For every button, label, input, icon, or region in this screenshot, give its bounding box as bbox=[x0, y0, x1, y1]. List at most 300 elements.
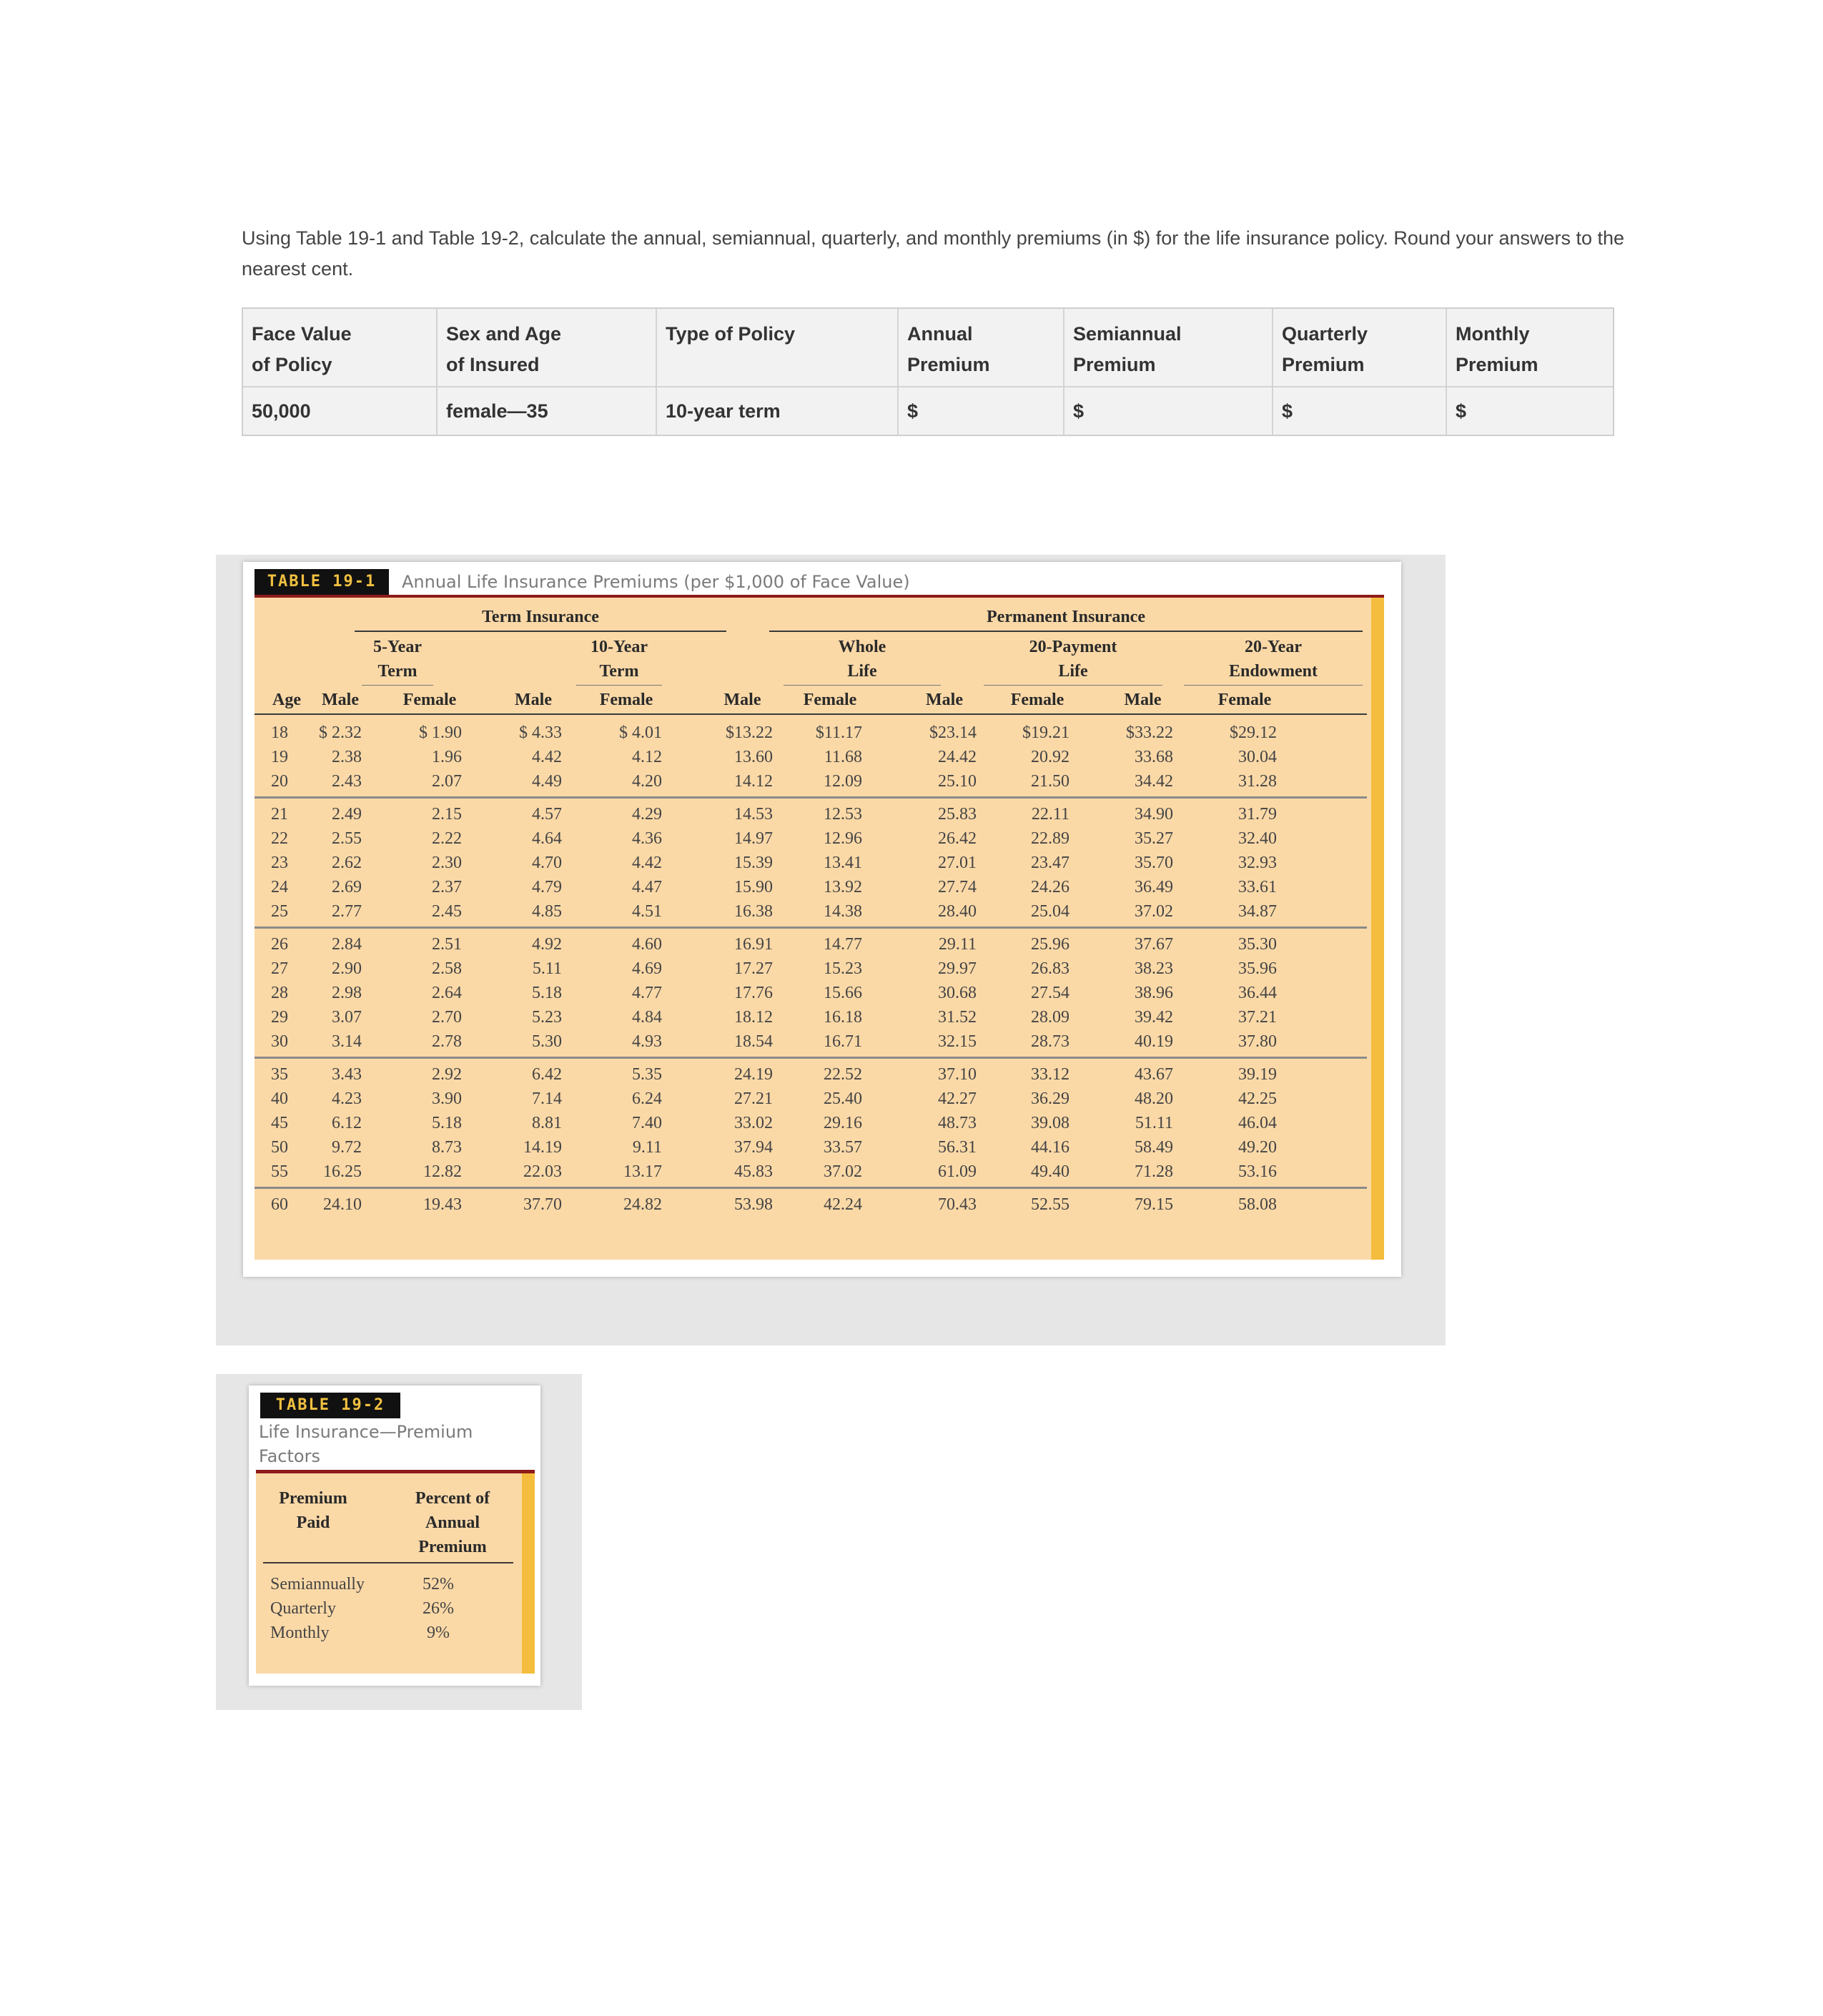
premium-cell: 26.83 bbox=[1031, 959, 1069, 978]
col-5yr-male: Male bbox=[322, 691, 359, 709]
premium-cell: 5.35 bbox=[632, 1065, 662, 1084]
premium-cell: 32.40 bbox=[1238, 829, 1277, 848]
premium-cell: 46.04 bbox=[1238, 1114, 1277, 1132]
premium-cell: 5.18 bbox=[532, 984, 562, 1002]
premium-cell: 2.70 bbox=[432, 1008, 462, 1027]
premium-cell: 6.42 bbox=[532, 1065, 562, 1084]
semiannual-premium-input[interactable]: $ bbox=[1064, 387, 1273, 435]
row-group-separator bbox=[255, 927, 1367, 929]
premium-cell: 24.82 bbox=[623, 1195, 662, 1214]
premium-cell: 4.69 bbox=[632, 959, 662, 978]
premium-cell: 2.30 bbox=[432, 854, 462, 872]
premium-cell: 61.09 bbox=[938, 1162, 977, 1181]
col-endow-male: Male bbox=[1124, 691, 1162, 709]
header-annual-line2: Premium bbox=[907, 354, 990, 375]
premium-cell: 70.43 bbox=[938, 1195, 977, 1214]
premium-cell: 14.77 bbox=[824, 935, 862, 954]
premium-cell: 18.54 bbox=[734, 1032, 773, 1051]
sub-10yr-rule bbox=[576, 685, 662, 686]
premium-cell: 56.31 bbox=[938, 1138, 977, 1157]
premium-cell: 4.47 bbox=[632, 878, 662, 896]
table-row bbox=[255, 769, 1384, 794]
premium-cell: 79.15 bbox=[1135, 1195, 1173, 1214]
table-19-1-body bbox=[255, 598, 1384, 1260]
table-19-1-image bbox=[243, 562, 1401, 1277]
premium-cell: 35.30 bbox=[1238, 935, 1277, 954]
header-quarterly-premium bbox=[1273, 309, 1447, 387]
premium-cell: $ 4.33 bbox=[519, 723, 562, 742]
premium-cell: $19.21 bbox=[1022, 723, 1069, 742]
premium-cell: 31.79 bbox=[1238, 805, 1277, 824]
age-cell: 21 bbox=[271, 805, 288, 824]
premium-cell: 4.57 bbox=[532, 805, 562, 824]
premium-cell: 2.51 bbox=[432, 935, 462, 954]
premium-cell: 42.24 bbox=[824, 1195, 862, 1214]
premium-cell: 14.12 bbox=[734, 772, 773, 791]
premium-cell: $33.22 bbox=[1126, 723, 1173, 742]
sub-20yr-rule bbox=[1184, 685, 1363, 686]
premium-cell: 25.04 bbox=[1031, 902, 1069, 921]
premium-cell: 8.73 bbox=[432, 1138, 462, 1157]
age-cell: 30 bbox=[271, 1032, 288, 1051]
premium-cell: 4.29 bbox=[632, 805, 662, 824]
premium-cell: 4.92 bbox=[532, 935, 562, 954]
table-row bbox=[255, 899, 1384, 924]
table-row bbox=[255, 932, 1384, 957]
sub-20pay-l2: Life bbox=[1058, 662, 1088, 681]
premium-cell: 53.98 bbox=[734, 1195, 773, 1214]
premium-cell: 17.76 bbox=[734, 984, 773, 1002]
premium-cell: 42.27 bbox=[938, 1089, 977, 1108]
policy-type-cell: 10-year term bbox=[657, 387, 899, 435]
factor-percent: 26% bbox=[423, 1599, 454, 1618]
table-19-2-image bbox=[249, 1385, 540, 1686]
premium-cell: 7.14 bbox=[532, 1089, 562, 1108]
factor-label: Semiannually bbox=[270, 1575, 365, 1593]
age-cell: 19 bbox=[271, 748, 288, 766]
premium-cell: 37.10 bbox=[938, 1065, 977, 1084]
sub-5yr-term-l1: 5-Year bbox=[373, 638, 422, 656]
premium-cell: 15.23 bbox=[824, 959, 862, 978]
premium-cell: 2.07 bbox=[432, 772, 462, 791]
premium-cell: 4.77 bbox=[632, 984, 662, 1002]
table-row bbox=[255, 875, 1384, 899]
premium-cell: 24.10 bbox=[323, 1195, 362, 1214]
premium-cell: $ 4.01 bbox=[619, 723, 662, 742]
table-row bbox=[255, 981, 1384, 1005]
premium-cell: 19.43 bbox=[423, 1195, 462, 1214]
premium-cell: 4.85 bbox=[532, 902, 562, 921]
face-value-cell: 50,000 bbox=[243, 387, 438, 435]
premium-cell: 4.64 bbox=[532, 829, 562, 848]
premium-cell: 12.53 bbox=[824, 805, 862, 824]
table-row bbox=[255, 1160, 1384, 1184]
premium-cell: 35.27 bbox=[1135, 829, 1173, 848]
premium-cell: 2.55 bbox=[332, 829, 362, 848]
premium-cell: 15.66 bbox=[824, 984, 862, 1002]
premium-cell: 2.98 bbox=[332, 984, 362, 1002]
premium-cell: 26.42 bbox=[938, 829, 977, 848]
table-row bbox=[255, 1029, 1384, 1054]
premium-cell: 37.02 bbox=[824, 1162, 862, 1181]
annual-premium-input[interactable]: $ bbox=[899, 387, 1064, 435]
premium-cell: 33.02 bbox=[734, 1114, 773, 1132]
group-term-insurance: Term Insurance bbox=[482, 608, 599, 626]
premium-cell: $29.12 bbox=[1230, 723, 1277, 742]
premium-cell: 14.53 bbox=[734, 805, 773, 824]
sub-whole-life-l2: Life bbox=[847, 662, 877, 681]
premium-cell: 37.67 bbox=[1135, 935, 1173, 954]
premium-cell: 43.67 bbox=[1135, 1065, 1173, 1084]
premium-cell: 11.68 bbox=[824, 748, 862, 766]
premium-cell: 33.12 bbox=[1031, 1065, 1069, 1084]
premium-cell: 25.40 bbox=[824, 1089, 862, 1108]
age-cell: 28 bbox=[271, 984, 288, 1002]
premium-cell: 2.69 bbox=[332, 878, 362, 896]
premium-cell: 2.49 bbox=[332, 805, 362, 824]
premium-cell: 21.50 bbox=[1031, 772, 1069, 791]
premium-cell: 52.55 bbox=[1031, 1195, 1069, 1214]
premium-cell: 14.19 bbox=[523, 1138, 562, 1157]
premium-cell: 16.18 bbox=[824, 1008, 862, 1027]
premium-cell: 12.82 bbox=[423, 1162, 462, 1181]
col-10yr-male: Male bbox=[515, 691, 552, 709]
premium-cell: 4.12 bbox=[632, 748, 662, 766]
premium-cell: 33.68 bbox=[1135, 748, 1173, 766]
t2-hdr-right-l3: Premium bbox=[418, 1538, 487, 1556]
table-19-1-caption: Annual Life Insurance Premiums (per $1,000 of Face Value) bbox=[402, 572, 910, 592]
premium-cell: 48.20 bbox=[1135, 1089, 1173, 1108]
sub-20pay-rule bbox=[984, 685, 1162, 686]
premium-cell: 6.24 bbox=[632, 1089, 662, 1108]
table-row bbox=[255, 1062, 1384, 1087]
table-row bbox=[255, 1192, 1384, 1217]
row-group-separator bbox=[255, 1057, 1367, 1059]
premium-cell: 28.09 bbox=[1031, 1008, 1069, 1027]
premium-cell: 13.17 bbox=[623, 1162, 662, 1181]
sub-20pay-l1: 20-Payment bbox=[1029, 638, 1117, 656]
age-cell: 25 bbox=[271, 902, 288, 921]
col-wl-male: Male bbox=[723, 691, 761, 709]
table-19-2-caption-l1: Life Insurance—Premium bbox=[259, 1422, 473, 1442]
premium-cell: 4.42 bbox=[532, 748, 562, 766]
header-annual-line1: Annual bbox=[907, 323, 973, 345]
table-19-2-body bbox=[256, 1473, 535, 1674]
premium-cell: 42.25 bbox=[1238, 1089, 1277, 1108]
t2-hdr-left-l2: Paid bbox=[296, 1513, 330, 1532]
header-face-value bbox=[243, 309, 438, 387]
premium-cell: 4.20 bbox=[632, 772, 662, 791]
premium-cell: $ 2.32 bbox=[319, 723, 362, 742]
table-row bbox=[255, 802, 1384, 826]
age-cell: 22 bbox=[271, 829, 288, 848]
premium-cell: 1.96 bbox=[432, 748, 462, 766]
premium-cell: 23.47 bbox=[1031, 854, 1069, 872]
age-cell: 35 bbox=[271, 1065, 288, 1084]
premium-cell: 13.92 bbox=[824, 878, 862, 896]
monthly-premium-input[interactable]: $ bbox=[1456, 400, 1467, 422]
age-cell: 55 bbox=[271, 1162, 288, 1181]
premium-cell: 2.37 bbox=[432, 878, 462, 896]
premium-cell: 2.77 bbox=[332, 902, 362, 921]
premium-cell: 7.40 bbox=[632, 1114, 662, 1132]
header-policy-type bbox=[657, 309, 899, 387]
table-19-2-side-bar bbox=[522, 1473, 535, 1674]
age-cell: 26 bbox=[271, 935, 288, 954]
col-age: Age bbox=[272, 691, 301, 709]
sub-5yr-rule bbox=[362, 685, 433, 686]
premium-cell: 51.11 bbox=[1135, 1114, 1173, 1132]
sub-20yr-endow-l1: 20-Year bbox=[1245, 638, 1302, 656]
sex-age-cell: female—35 bbox=[438, 387, 657, 435]
premium-cell: 8.81 bbox=[532, 1114, 562, 1132]
premium-cell: 12.09 bbox=[824, 772, 862, 791]
premium-cell: 39.42 bbox=[1135, 1008, 1173, 1027]
header-semiannual-line2: Premium bbox=[1073, 354, 1156, 375]
premium-cell: 22.89 bbox=[1031, 829, 1069, 848]
premium-cell: 24.19 bbox=[734, 1065, 773, 1084]
factor-percent: 9% bbox=[427, 1624, 450, 1642]
table-row bbox=[255, 1005, 1384, 1029]
premium-cell: 16.38 bbox=[734, 902, 773, 921]
premium-cell: 29.97 bbox=[938, 959, 977, 978]
premium-cell: 2.58 bbox=[432, 959, 462, 978]
premium-cell: 4.51 bbox=[632, 902, 662, 921]
age-cell: 24 bbox=[271, 878, 288, 896]
premium-cell: 24.42 bbox=[938, 748, 977, 766]
premium-cell: 38.23 bbox=[1135, 959, 1173, 978]
answer-table bbox=[242, 307, 1614, 436]
age-cell: 40 bbox=[271, 1089, 288, 1108]
premium-cell: 2.45 bbox=[432, 902, 462, 921]
premium-cell: 40.19 bbox=[1135, 1032, 1173, 1051]
header-face-value-line2: of Policy bbox=[252, 354, 332, 375]
t2-hdr-right-l2: Annual bbox=[425, 1513, 480, 1532]
table-row bbox=[255, 851, 1384, 875]
header-monthly-premium bbox=[1447, 309, 1613, 387]
premium-cell: 4.60 bbox=[632, 935, 662, 954]
premium-cell: 4.70 bbox=[532, 854, 562, 872]
col-10yr-female: Female bbox=[599, 691, 653, 709]
premium-cell: 37.70 bbox=[523, 1195, 562, 1214]
premium-cell: 22.52 bbox=[824, 1065, 862, 1084]
premium-cell: 37.80 bbox=[1238, 1032, 1277, 1051]
premium-cell: 27.01 bbox=[938, 854, 977, 872]
premium-cell: 4.84 bbox=[632, 1008, 662, 1027]
age-cell: 20 bbox=[271, 772, 288, 791]
premium-cell: 5.23 bbox=[532, 1008, 562, 1027]
premium-cell: 14.38 bbox=[824, 902, 862, 921]
col-endow-female: Female bbox=[1217, 691, 1272, 709]
premium-cell: 36.49 bbox=[1135, 878, 1173, 896]
sub-whole-life-rule bbox=[784, 685, 941, 686]
premium-cell: 49.20 bbox=[1238, 1138, 1277, 1157]
premium-cell: 4.93 bbox=[632, 1032, 662, 1051]
table-19-2-caption-l2: Factors bbox=[259, 1446, 320, 1466]
premium-cell: 12.96 bbox=[824, 829, 862, 848]
premium-cell: 37.02 bbox=[1135, 902, 1173, 921]
premium-cell: 38.96 bbox=[1135, 984, 1173, 1002]
table-row bbox=[255, 1087, 1384, 1111]
premium-cell: 2.92 bbox=[432, 1065, 462, 1084]
premium-cell: $ 1.90 bbox=[419, 723, 462, 742]
table-19-2-tag: TABLE 19-2 bbox=[260, 1393, 400, 1418]
premium-cell: 37.94 bbox=[734, 1138, 773, 1157]
premium-cell: 34.90 bbox=[1135, 805, 1173, 824]
premium-cell: 48.73 bbox=[938, 1114, 977, 1132]
premium-cell: 4.42 bbox=[632, 854, 662, 872]
premium-cell: 36.44 bbox=[1238, 984, 1277, 1002]
header-quarterly-line1: Quarterly bbox=[1282, 323, 1368, 345]
premium-cell: 31.52 bbox=[938, 1008, 977, 1027]
premium-cell: 16.71 bbox=[824, 1032, 862, 1051]
premium-cell: 13.60 bbox=[734, 748, 773, 766]
premium-cell: 49.40 bbox=[1031, 1162, 1069, 1181]
premium-cell: 15.90 bbox=[734, 878, 773, 896]
header-sex-age-line2: of Insured bbox=[446, 354, 540, 375]
age-cell: 23 bbox=[271, 854, 288, 872]
premium-cell: 32.15 bbox=[938, 1032, 977, 1051]
premium-cell: 5.18 bbox=[432, 1114, 462, 1132]
premium-cell: 17.27 bbox=[734, 959, 773, 978]
premium-cell: 34.87 bbox=[1238, 902, 1277, 921]
premium-cell: 6.12 bbox=[332, 1114, 362, 1132]
premium-cell: 3.07 bbox=[332, 1008, 362, 1027]
quarterly-premium-input[interactable]: $ bbox=[1273, 387, 1447, 435]
premium-cell: 22.11 bbox=[1031, 805, 1069, 824]
premium-cell: 15.39 bbox=[734, 854, 773, 872]
sub-whole-life-l1: Whole bbox=[838, 638, 886, 656]
premium-cell: 27.74 bbox=[938, 878, 977, 896]
premium-cell: 39.08 bbox=[1031, 1114, 1069, 1132]
premium-cell: 4.79 bbox=[532, 878, 562, 896]
premium-cell: 39.19 bbox=[1238, 1065, 1277, 1084]
premium-cell: 29.16 bbox=[824, 1114, 862, 1132]
premium-cell: 22.03 bbox=[523, 1162, 562, 1181]
premium-cell: 53.16 bbox=[1238, 1162, 1277, 1181]
premium-cell: 33.57 bbox=[824, 1138, 862, 1157]
header-monthly-line2: Premium bbox=[1456, 354, 1538, 375]
row-group-separator bbox=[255, 796, 1367, 799]
premium-cell: $11.17 bbox=[815, 723, 862, 742]
premium-cell: $23.14 bbox=[929, 723, 977, 742]
premium-cell: 37.21 bbox=[1238, 1008, 1277, 1027]
table-row bbox=[255, 721, 1384, 745]
premium-cell: 32.93 bbox=[1238, 854, 1277, 872]
premium-cell: 35.96 bbox=[1238, 959, 1277, 978]
header-semiannual-premium bbox=[1064, 309, 1273, 387]
premium-cell: 3.90 bbox=[432, 1089, 462, 1108]
header-semiannual-line1: Semiannual bbox=[1073, 323, 1182, 345]
premium-cell: 24.26 bbox=[1031, 878, 1069, 896]
premium-cell: 4.36 bbox=[632, 829, 662, 848]
premium-cell: 36.29 bbox=[1031, 1089, 1069, 1108]
table-row bbox=[255, 957, 1384, 981]
premium-cell: $13.22 bbox=[726, 723, 773, 742]
permanent-group-rule bbox=[769, 631, 1363, 632]
premium-cell: 20.92 bbox=[1031, 748, 1069, 766]
factor-label: Monthly bbox=[270, 1624, 330, 1642]
premium-cell: 27.54 bbox=[1031, 984, 1069, 1002]
factor-label: Quarterly bbox=[270, 1599, 336, 1618]
premium-cell: 33.61 bbox=[1238, 878, 1277, 896]
premium-cell: 16.25 bbox=[323, 1162, 362, 1181]
age-cell: 18 bbox=[271, 723, 288, 742]
premium-cell: 28.73 bbox=[1031, 1032, 1069, 1051]
premium-cell: 13.41 bbox=[824, 854, 862, 872]
premium-cell: 2.90 bbox=[332, 959, 362, 978]
t2-hdr-left-l1: Premium bbox=[279, 1489, 347, 1508]
premium-cell: 2.22 bbox=[432, 829, 462, 848]
premium-cell: 25.96 bbox=[1031, 935, 1069, 954]
premium-cell: 9.11 bbox=[632, 1138, 662, 1157]
header-sex-age bbox=[438, 309, 657, 387]
premium-cell: 2.15 bbox=[432, 805, 462, 824]
premium-cell: 5.11 bbox=[532, 959, 562, 978]
premium-cell: 4.49 bbox=[532, 772, 562, 791]
sub-10yr-term-l1: 10-Year bbox=[591, 638, 648, 656]
premium-cell: 31.28 bbox=[1238, 772, 1277, 791]
premium-cell: 30.04 bbox=[1238, 748, 1277, 766]
premium-cell: 3.14 bbox=[332, 1032, 362, 1051]
premium-cell: 71.28 bbox=[1135, 1162, 1173, 1181]
premium-cell: 28.40 bbox=[938, 902, 977, 921]
premium-cell: 29.11 bbox=[938, 935, 977, 954]
premium-cell: 35.70 bbox=[1135, 854, 1173, 872]
group-permanent-insurance: Permanent Insurance bbox=[987, 608, 1145, 626]
age-cell: 50 bbox=[271, 1138, 288, 1157]
column-header-rule bbox=[255, 713, 1367, 715]
col-wl-female: Female bbox=[803, 691, 857, 709]
premium-cell: 18.12 bbox=[734, 1008, 773, 1027]
premium-cell: 58.49 bbox=[1135, 1138, 1173, 1157]
header-policy-type-line1: Type of Policy bbox=[666, 323, 796, 345]
age-cell: 60 bbox=[271, 1195, 288, 1214]
premium-cell: 3.43 bbox=[332, 1065, 362, 1084]
table-row bbox=[255, 1135, 1384, 1160]
premium-cell: 2.43 bbox=[332, 772, 362, 791]
age-cell: 27 bbox=[271, 959, 288, 978]
header-annual-premium bbox=[899, 309, 1064, 387]
factor-percent: 52% bbox=[423, 1575, 454, 1593]
table-row bbox=[255, 826, 1384, 851]
header-quarterly-line2: Premium bbox=[1282, 354, 1365, 375]
t2-hdr-right-l1: Percent of bbox=[415, 1489, 490, 1508]
premium-cell: 44.16 bbox=[1031, 1138, 1069, 1157]
age-cell: 45 bbox=[271, 1114, 288, 1132]
col-20pay-female: Female bbox=[1010, 691, 1064, 709]
table-19-1-tag: TABLE 19-1 bbox=[255, 569, 389, 595]
table-row bbox=[255, 745, 1384, 769]
premium-cell: 34.42 bbox=[1135, 772, 1173, 791]
premium-cell: 5.30 bbox=[532, 1032, 562, 1051]
sub-20yr-endow-l2: Endowment bbox=[1228, 662, 1318, 681]
premium-cell: 27.21 bbox=[734, 1089, 773, 1108]
premium-cell: 4.23 bbox=[332, 1089, 362, 1108]
premium-cell: 30.68 bbox=[938, 984, 977, 1002]
table-row bbox=[255, 1111, 1384, 1135]
term-group-rule bbox=[355, 631, 726, 632]
premium-cell: 45.83 bbox=[734, 1162, 773, 1181]
t2-header-rule bbox=[263, 1562, 513, 1563]
row-group-separator bbox=[255, 1187, 1367, 1189]
premium-cell: 2.64 bbox=[432, 984, 462, 1002]
premium-cell: 25.83 bbox=[938, 805, 977, 824]
header-sex-age-line1: Sex and Age bbox=[446, 323, 562, 345]
header-monthly-line1: Monthly bbox=[1456, 323, 1530, 345]
premium-cell: 58.08 bbox=[1238, 1195, 1277, 1214]
premium-cell: 2.84 bbox=[332, 935, 362, 954]
